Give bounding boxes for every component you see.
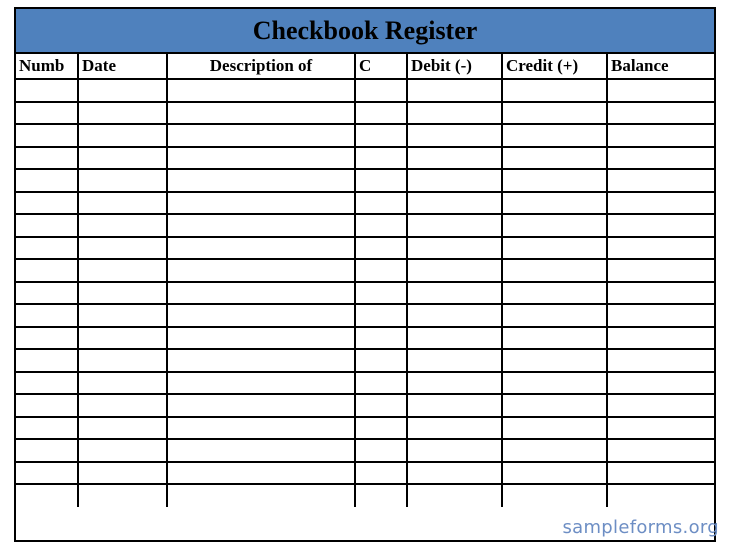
cell-numb[interactable] bbox=[16, 192, 78, 215]
table-row bbox=[16, 102, 714, 125]
cell-numb[interactable] bbox=[16, 439, 78, 462]
cell-date[interactable] bbox=[78, 439, 167, 462]
cell-numb[interactable] bbox=[16, 327, 78, 350]
table-row bbox=[16, 394, 714, 417]
column-header-credit: Credit (+) bbox=[502, 54, 607, 79]
cell-debit[interactable] bbox=[407, 192, 502, 215]
cell-description[interactable] bbox=[167, 484, 355, 507]
cell-description[interactable] bbox=[167, 237, 355, 260]
cell-description[interactable] bbox=[167, 349, 355, 372]
register-body bbox=[16, 79, 714, 507]
cell-balance[interactable] bbox=[607, 192, 714, 215]
table-row bbox=[16, 147, 714, 170]
cell-credit[interactable] bbox=[502, 102, 607, 125]
cell-balance[interactable] bbox=[607, 214, 714, 237]
table-row bbox=[16, 282, 714, 305]
cell-debit[interactable] bbox=[407, 484, 502, 507]
cell-balance[interactable] bbox=[607, 79, 714, 102]
cell-balance[interactable] bbox=[607, 169, 714, 192]
cell-debit[interactable] bbox=[407, 124, 502, 147]
cell-numb[interactable] bbox=[16, 102, 78, 125]
table-row bbox=[16, 462, 714, 485]
cell-date[interactable] bbox=[78, 192, 167, 215]
column-header-description: Description of bbox=[167, 54, 355, 79]
cell-debit[interactable] bbox=[407, 259, 502, 282]
cell-description[interactable] bbox=[167, 372, 355, 395]
cell-numb[interactable] bbox=[16, 417, 78, 440]
checkbook-register bbox=[14, 7, 716, 542]
cell-c[interactable] bbox=[355, 102, 407, 125]
cell-debit[interactable] bbox=[407, 79, 502, 102]
cell-debit[interactable] bbox=[407, 417, 502, 440]
cell-credit[interactable] bbox=[502, 304, 607, 327]
table-row bbox=[16, 79, 714, 102]
cell-date[interactable] bbox=[78, 394, 167, 417]
cell-date[interactable] bbox=[78, 417, 167, 440]
cell-c[interactable] bbox=[355, 439, 407, 462]
cell-numb[interactable] bbox=[16, 237, 78, 260]
cell-date[interactable] bbox=[78, 327, 167, 350]
cell-credit[interactable] bbox=[502, 79, 607, 102]
cell-c[interactable] bbox=[355, 237, 407, 260]
cell-debit[interactable] bbox=[407, 304, 502, 327]
cell-c[interactable] bbox=[355, 394, 407, 417]
cell-balance[interactable] bbox=[607, 259, 714, 282]
cell-c[interactable] bbox=[355, 462, 407, 485]
table-row bbox=[16, 237, 714, 260]
cell-credit[interactable] bbox=[502, 147, 607, 170]
cell-debit[interactable] bbox=[407, 102, 502, 125]
cell-numb[interactable] bbox=[16, 394, 78, 417]
cell-date[interactable] bbox=[78, 484, 167, 507]
cell-numb[interactable] bbox=[16, 79, 78, 102]
table-row bbox=[16, 124, 714, 147]
cell-balance[interactable] bbox=[607, 394, 714, 417]
table-row bbox=[16, 417, 714, 440]
cell-numb[interactable] bbox=[16, 282, 78, 305]
cell-balance[interactable] bbox=[607, 372, 714, 395]
cell-description[interactable] bbox=[167, 169, 355, 192]
cell-credit[interactable] bbox=[502, 417, 607, 440]
cell-numb[interactable] bbox=[16, 169, 78, 192]
cell-c[interactable] bbox=[355, 259, 407, 282]
cell-c[interactable] bbox=[355, 417, 407, 440]
cell-numb[interactable] bbox=[16, 147, 78, 170]
cell-balance[interactable] bbox=[607, 147, 714, 170]
cell-balance[interactable] bbox=[607, 124, 714, 147]
cell-c[interactable] bbox=[355, 372, 407, 395]
cell-numb[interactable] bbox=[16, 349, 78, 372]
cell-c[interactable] bbox=[355, 304, 407, 327]
cell-c[interactable] bbox=[355, 79, 407, 102]
cell-date[interactable] bbox=[78, 79, 167, 102]
cell-balance[interactable] bbox=[607, 484, 714, 507]
cell-description[interactable] bbox=[167, 439, 355, 462]
cell-credit[interactable] bbox=[502, 169, 607, 192]
cell-credit[interactable] bbox=[502, 237, 607, 260]
cell-date[interactable] bbox=[78, 304, 167, 327]
cell-date[interactable] bbox=[78, 102, 167, 125]
cell-debit[interactable] bbox=[407, 282, 502, 305]
cell-numb[interactable] bbox=[16, 124, 78, 147]
cell-c[interactable] bbox=[355, 214, 407, 237]
cell-credit[interactable] bbox=[502, 214, 607, 237]
column-header-balance: Balance bbox=[607, 54, 714, 79]
table-row bbox=[16, 304, 714, 327]
table-row bbox=[16, 349, 714, 372]
cell-date[interactable] bbox=[78, 349, 167, 372]
cell-debit[interactable] bbox=[407, 169, 502, 192]
cell-credit[interactable] bbox=[502, 259, 607, 282]
cell-debit[interactable] bbox=[407, 214, 502, 237]
cell-date[interactable] bbox=[78, 462, 167, 485]
cell-numb[interactable] bbox=[16, 372, 78, 395]
cell-credit[interactable] bbox=[502, 462, 607, 485]
cell-description[interactable] bbox=[167, 124, 355, 147]
cell-c[interactable] bbox=[355, 192, 407, 215]
cell-debit[interactable] bbox=[407, 372, 502, 395]
cell-description[interactable] bbox=[167, 79, 355, 102]
cell-balance[interactable] bbox=[607, 237, 714, 260]
cell-balance[interactable] bbox=[607, 439, 714, 462]
cell-description[interactable] bbox=[167, 282, 355, 305]
register-title: Checkbook Register bbox=[16, 9, 714, 54]
cell-numb[interactable] bbox=[16, 214, 78, 237]
cell-credit[interactable] bbox=[502, 439, 607, 462]
cell-description[interactable] bbox=[167, 417, 355, 440]
cell-numb[interactable] bbox=[16, 259, 78, 282]
cell-description[interactable] bbox=[167, 462, 355, 485]
cell-debit[interactable] bbox=[407, 147, 502, 170]
cell-numb[interactable] bbox=[16, 462, 78, 485]
cell-balance[interactable] bbox=[607, 462, 714, 485]
cell-debit[interactable] bbox=[407, 439, 502, 462]
table-row bbox=[16, 327, 714, 350]
table-row bbox=[16, 259, 714, 282]
cell-c[interactable] bbox=[355, 282, 407, 305]
cell-c[interactable] bbox=[355, 484, 407, 507]
column-header-debit: Debit (-) bbox=[407, 54, 502, 79]
cell-credit[interactable] bbox=[502, 192, 607, 215]
cell-credit[interactable] bbox=[502, 124, 607, 147]
watermark: sampleforms.org bbox=[562, 517, 719, 538]
column-header-numb: Numb bbox=[16, 54, 78, 79]
cell-description[interactable] bbox=[167, 327, 355, 350]
column-header-date: Date bbox=[78, 54, 167, 79]
cell-debit[interactable] bbox=[407, 237, 502, 260]
cell-description[interactable] bbox=[167, 102, 355, 125]
cell-description[interactable] bbox=[167, 259, 355, 282]
cell-date[interactable] bbox=[78, 237, 167, 260]
column-header-c: C bbox=[355, 54, 407, 79]
cell-date[interactable] bbox=[78, 214, 167, 237]
cell-numb[interactable] bbox=[16, 304, 78, 327]
register-table bbox=[16, 54, 714, 507]
cell-description[interactable] bbox=[167, 147, 355, 170]
cell-credit[interactable] bbox=[502, 349, 607, 372]
cell-numb[interactable] bbox=[16, 484, 78, 507]
cell-c[interactable] bbox=[355, 124, 407, 147]
cell-date[interactable] bbox=[78, 259, 167, 282]
cell-debit[interactable] bbox=[407, 327, 502, 350]
cell-debit[interactable] bbox=[407, 462, 502, 485]
table-row bbox=[16, 214, 714, 237]
cell-c[interactable] bbox=[355, 169, 407, 192]
cell-balance[interactable] bbox=[607, 304, 714, 327]
cell-description[interactable] bbox=[167, 192, 355, 215]
cell-balance[interactable] bbox=[607, 102, 714, 125]
cell-credit[interactable] bbox=[502, 327, 607, 350]
cell-credit[interactable] bbox=[502, 394, 607, 417]
cell-credit[interactable] bbox=[502, 484, 607, 507]
table-row bbox=[16, 372, 714, 395]
cell-description[interactable] bbox=[167, 394, 355, 417]
cell-credit[interactable] bbox=[502, 282, 607, 305]
cell-c[interactable] bbox=[355, 147, 407, 170]
table-row bbox=[16, 484, 714, 507]
cell-balance[interactable] bbox=[607, 417, 714, 440]
cell-date[interactable] bbox=[78, 282, 167, 305]
header-row bbox=[16, 54, 714, 79]
cell-balance[interactable] bbox=[607, 282, 714, 305]
table-row bbox=[16, 192, 714, 215]
cell-balance[interactable] bbox=[607, 327, 714, 350]
cell-date[interactable] bbox=[78, 372, 167, 395]
cell-debit[interactable] bbox=[407, 349, 502, 372]
cell-date[interactable] bbox=[78, 124, 167, 147]
cell-date[interactable] bbox=[78, 147, 167, 170]
cell-c[interactable] bbox=[355, 349, 407, 372]
cell-c[interactable] bbox=[355, 327, 407, 350]
cell-balance[interactable] bbox=[607, 349, 714, 372]
cell-date[interactable] bbox=[78, 169, 167, 192]
table-row bbox=[16, 439, 714, 462]
table-row bbox=[16, 169, 714, 192]
cell-debit[interactable] bbox=[407, 394, 502, 417]
cell-credit[interactable] bbox=[502, 372, 607, 395]
cell-description[interactable] bbox=[167, 304, 355, 327]
cell-description[interactable] bbox=[167, 214, 355, 237]
